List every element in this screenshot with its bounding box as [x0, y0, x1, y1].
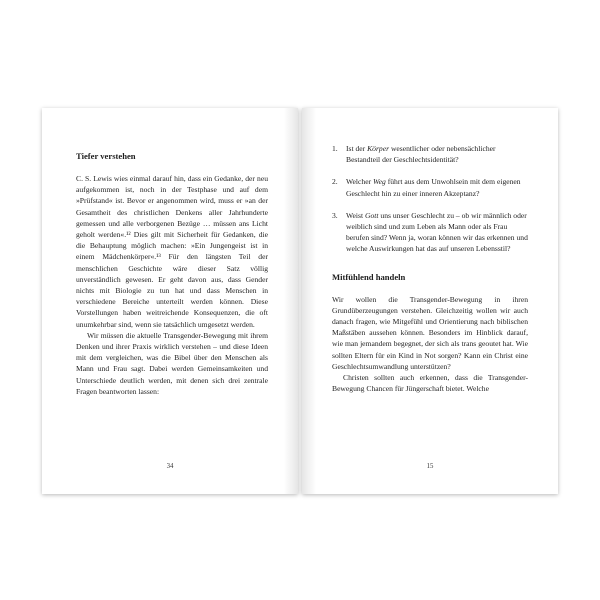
left-paragraph-2: Wir müssen die aktuelle Transgender-Bewegung mit ihrem Denken und ihrer Praxis wirklich verstehen – und diese Ideen mit dem vergleichen, was die Bibel über den Menschen als Mann und Frau sagt. Dabei werden Gemeinsamkeiten und Unterschiede deutlich werden, mit denen sich drei zentrale Fragen beantworten lassen: [76, 330, 268, 396]
right-paragraph-1: Wir wollen die Transgender-Bewegung in ihren Grundüberzeugungen verstehen. Gleichzeitig wollen wir auch danach fragen, wie Mitgefühl und Orientierung nach biblischen Maßstäben aussehen können. Besonders im Hinblick darauf, wie man jemandem begegnet, der sich als trans geoutet hat. Wie sollten Eltern für ein Kind in Not sorgen? Kann ein Christ eine Geschlechtsumwandlung unterstützen? [332, 294, 528, 371]
right-page [302, 108, 558, 494]
question-number: 3. [332, 210, 338, 220]
question-emphasis: Körper [367, 144, 390, 153]
question-text-before: Weist [346, 210, 366, 220]
left-paragraph-1: C. S. Lewis wies einmal darauf hin, dass ein Gedanke, der neu aufgekommen ist, noch in der Testphase und auf dem »Prüfstand« ist. Bevor er angenommen wird, muss er »an der Gesamtheit des christlichen Denkens aller Jahrhunderte gemessen und alle verborgenen Bezüge … müssen ans Licht geholt werden«.¹² Dies gilt mit Sicherheit für Gedanken, die die Behauptung möglich machen: »Ein Jungengeist ist in einem Mädchenkörper«.¹³ Für den längsten Teil der menschlichen Geschichte wäre dieser Satz völlig unverständlich gewesen. Er geht davon aus, dass Gender nichts mit Biologie zu tun hat und dass Menschen in verschiedene Bereiche unterteilt werden können. Diese Vorstellungen haben weitreichende Konsequenzen, die oft unumkehrbar sind, wenn sie tatsächlich umgesetzt werden. [76, 174, 268, 329]
question-text-before: Welcher [346, 177, 374, 187]
right-page-content [332, 143, 528, 394]
book-spread [42, 108, 558, 494]
question-emphasis: Weg [373, 177, 386, 187]
left-page [42, 108, 298, 494]
left-page-content [76, 150, 268, 397]
question-item [332, 210, 528, 255]
question-number: 2. [332, 177, 338, 187]
section-heading-tiefer-verstehen: Tiefer verstehen [76, 151, 136, 161]
question-text-after: wesentlicher oder nebensächlicher Bestandteil der Geschlechtsidentität? [346, 144, 496, 165]
left-page-number: 34 [166, 463, 174, 470]
question-emphasis: Gott [365, 210, 379, 220]
question-text-after: uns unser Geschlecht zu – ob wir männlich oder weiblich sind und zum Leben als Mann oder als Frau berufen sind? Wenn ja, woran können wir das erkennen und welche Auswirkungen hat das auf unseren Lebensstil? [346, 210, 528, 254]
right-page-number: 15 [426, 463, 434, 470]
question-item [332, 176, 528, 198]
section-heading-mitfuehlend-handeln: Mitfühlend handeln [332, 271, 406, 282]
question-text-before: Ist der [346, 144, 368, 153]
section-mitfuehlend-handeln [332, 271, 528, 395]
question-list [332, 143, 528, 255]
question-text-after: führt aus dem Unwohlsein mit dem eigenen Geschlecht hin zu einer inneren Akzeptanz? [346, 177, 521, 198]
question-number: 1. [332, 144, 338, 153]
question-item [332, 143, 528, 165]
right-paragraph-2: Christen sollten auch erkennen, dass die Transgender-Bewegung Chancen für Jüngerschaft bietet. Welche [332, 373, 528, 394]
